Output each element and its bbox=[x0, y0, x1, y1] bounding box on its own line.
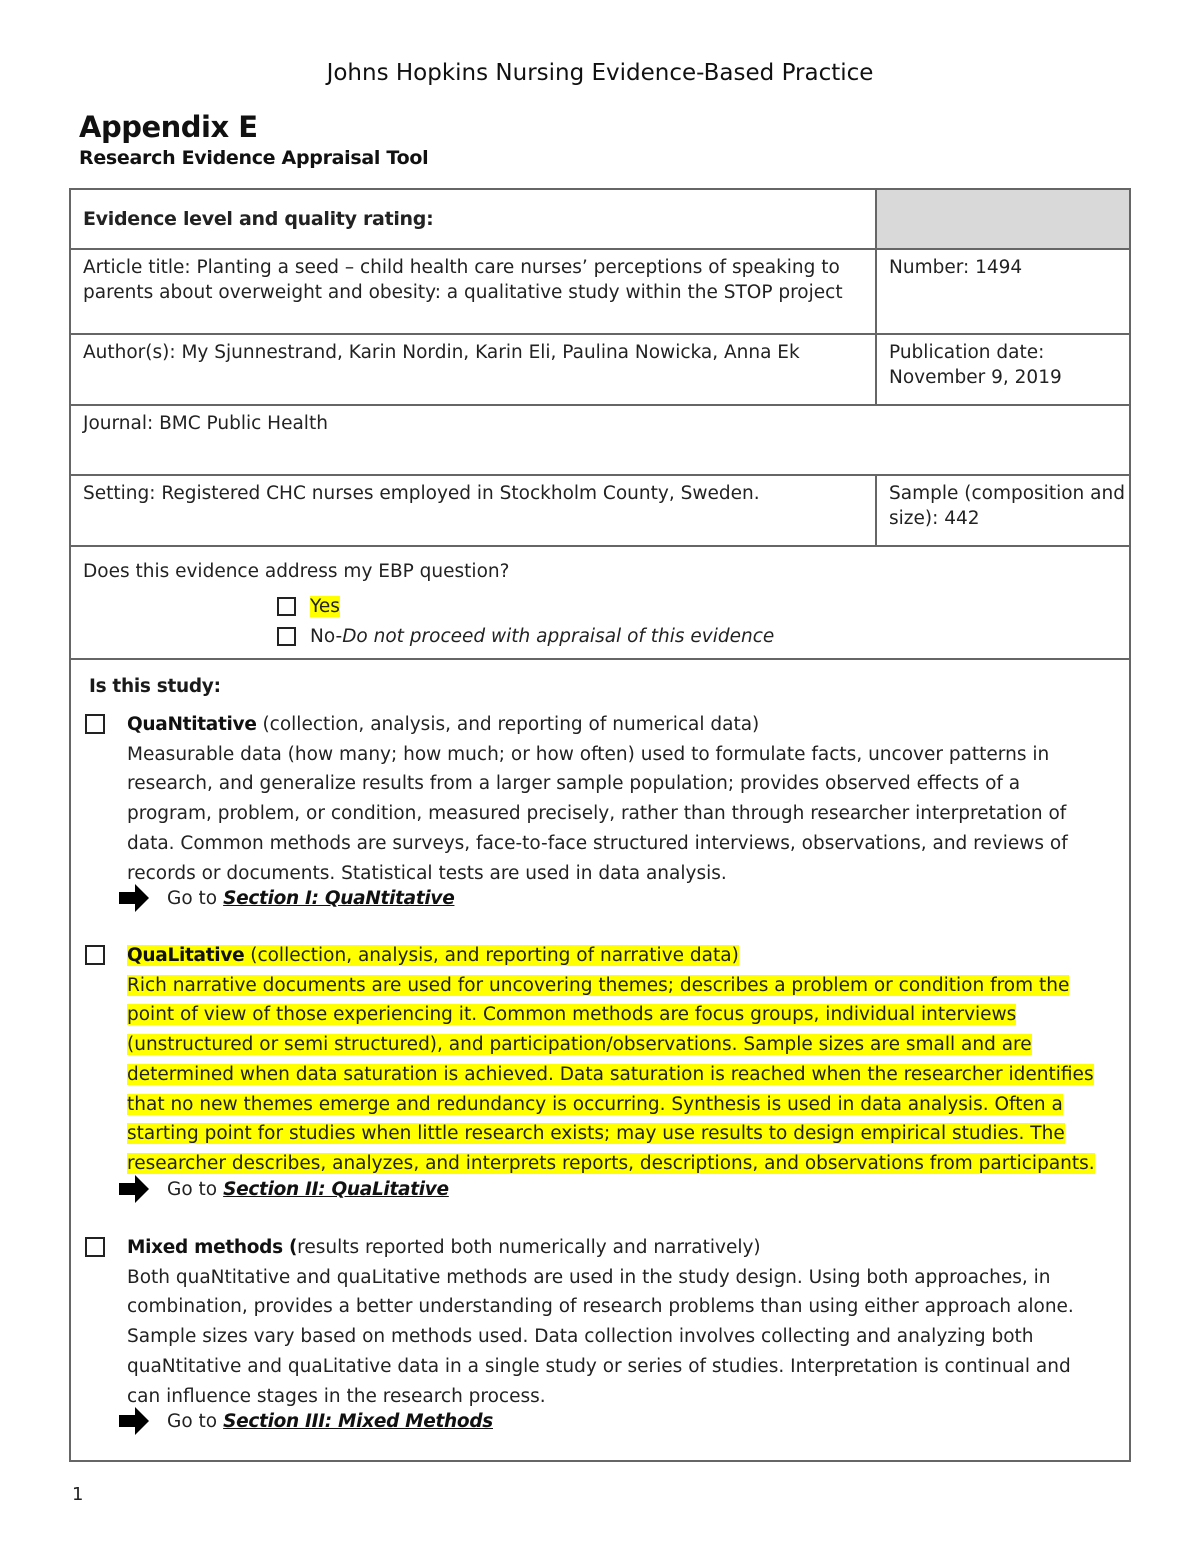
arrow-right-icon bbox=[117, 883, 151, 913]
page-number: 1 bbox=[72, 1484, 84, 1505]
description-line: research, and generalize results from a larger sample population; provides observed effects of a bbox=[127, 773, 1021, 795]
description-line: point of view of those experiencing it. Common methods are focus groups, individual interviews bbox=[127, 1004, 1017, 1026]
article-title-field[interactable] bbox=[71, 250, 877, 333]
description-line: Rich narrative documents are used for uncovering themes; describes a problem or condition from the bbox=[127, 974, 1070, 996]
authors-field[interactable]: Author(s): My Sjunnestrand, Karin Nordin, Karin Eli, Paulina Nowicka, Anna Ek bbox=[71, 335, 877, 404]
quantitative-subtitle: (collection, analysis, and reporting of numerical data) bbox=[256, 714, 760, 735]
setting-field[interactable]: Setting: Registered CHC nurses employed in Stockholm County, Sweden. bbox=[71, 476, 877, 545]
document-header: Johns Hopkins Nursing Evidence-Based Practice bbox=[326, 60, 874, 86]
no-option[interactable] bbox=[277, 626, 774, 647]
article-title-row bbox=[71, 250, 1129, 335]
evidence-level-field[interactable] bbox=[877, 190, 1129, 248]
setting-row bbox=[71, 476, 1129, 547]
goto-section-2[interactable] bbox=[117, 1174, 449, 1204]
qualitative-description bbox=[127, 941, 1117, 1179]
study-type-label: Is this study: bbox=[89, 676, 221, 697]
appraisal-form bbox=[69, 188, 1131, 1462]
sample-label: Sample (composition and bbox=[889, 483, 1125, 504]
sample-value: size): 442 bbox=[889, 508, 980, 529]
publication-date-value: November 9, 2019 bbox=[889, 367, 1062, 388]
section-3-link[interactable]: Section III: Mixed Methods bbox=[223, 1410, 493, 1432]
ebp-question-row bbox=[71, 547, 1129, 660]
arrow-right-icon bbox=[117, 1174, 151, 1204]
description-line: Both quaNtitative and quaLitative methods are used in the study design. Using both approaches, in bbox=[127, 1266, 1051, 1288]
goto-section-1[interactable] bbox=[117, 883, 454, 913]
number-field[interactable]: Number: 1494 bbox=[889, 257, 1023, 278]
sample-field[interactable] bbox=[877, 476, 1129, 545]
goto-prefix: Go to bbox=[167, 1178, 218, 1200]
arrow-right-icon bbox=[117, 1406, 151, 1436]
description-line: program, problem, or condition, measured precisely, rather than through researcher interpretation of bbox=[127, 803, 1067, 825]
evidence-level-row bbox=[71, 190, 1129, 250]
appendix-title: Appendix E bbox=[79, 110, 258, 144]
mixed-methods-subtitle: results reported both numerically and narratively) bbox=[297, 1237, 761, 1258]
description-line: Measurable data (how many; how much; or how often) used to formulate facts, uncover patterns in bbox=[127, 743, 1050, 765]
no-checkbox[interactable] bbox=[277, 627, 296, 646]
ebp-question: Does this evidence address my EBP question? bbox=[83, 561, 510, 582]
description-line: determined when data saturation is achieved. Data saturation is reached when the researcher identifies bbox=[127, 1063, 1094, 1085]
article-title-line: parents about overweight and obesity: a qualitative study within the STOP project bbox=[83, 282, 843, 303]
description-line: combination, provides a better understanding of research problems than using either approach alone. bbox=[127, 1296, 1074, 1318]
study-type-section bbox=[71, 660, 1129, 1460]
journal-row bbox=[71, 406, 1129, 476]
description-line: quaNtitative and quaLitative data in a single study or series of studies. Interpretation is continual and bbox=[127, 1355, 1071, 1377]
publication-date-label: Publication date: bbox=[889, 342, 1045, 363]
description-line: researcher describes, analyzes, and interprets reports, descriptions, and observations from participants. bbox=[127, 1152, 1095, 1174]
tool-title: Research Evidence Appraisal Tool bbox=[79, 147, 429, 169]
publication-date-field[interactable] bbox=[877, 335, 1129, 404]
qualitative-title: QuaLitative bbox=[127, 945, 245, 966]
description-line: (unstructured or semi structured), and participation/observations. Sample sizes are small and are bbox=[127, 1034, 1032, 1056]
goto-prefix: Go to bbox=[167, 1410, 218, 1432]
section-2-link[interactable]: Section II: QuaLitative bbox=[223, 1178, 449, 1200]
description-line: can influence stages in the research process. bbox=[127, 1385, 546, 1407]
quantitative-title: QuaNtitative bbox=[127, 714, 257, 735]
qualitative-subtitle: (collection, analysis, and reporting of narrative data) bbox=[244, 945, 739, 966]
journal-field[interactable]: Journal: BMC Public Health bbox=[83, 413, 328, 434]
mixed-methods-title: Mixed methods ( bbox=[127, 1237, 298, 1258]
mixed-methods-checkbox[interactable] bbox=[85, 1237, 105, 1257]
article-title-line: Article title: Planting a seed – child health care nurses’ perceptions of speaking to bbox=[83, 257, 840, 278]
mixed-methods-description bbox=[127, 1233, 1117, 1411]
no-label-prefix: No- bbox=[310, 626, 343, 647]
yes-checkbox[interactable] bbox=[277, 597, 296, 616]
description-line: Sample sizes vary based on methods used. Data collection involves collecting and analyzing both bbox=[127, 1326, 1034, 1348]
goto-section-3[interactable] bbox=[117, 1406, 493, 1436]
section-1-link[interactable]: Section I: QuaNtitative bbox=[223, 887, 455, 909]
authors-row bbox=[71, 335, 1129, 406]
qualitative-checkbox[interactable] bbox=[85, 945, 105, 965]
quantitative-description bbox=[127, 710, 1117, 888]
quantitative-checkbox[interactable] bbox=[85, 714, 105, 734]
description-line: records or documents. Statistical tests are used in data analysis. bbox=[127, 862, 727, 884]
description-line: that no new themes emerge and redundancy is occurring. Synthesis is used in data analysis. Often a bbox=[127, 1093, 1063, 1115]
no-label-text: Do not proceed with appraisal of this evidence bbox=[342, 626, 775, 647]
description-line: data. Common methods are surveys, face-to-face structured interviews, observations, and reviews of bbox=[127, 832, 1068, 854]
description-line: starting point for studies when little research exists; may use results to design empirical studies. The bbox=[127, 1123, 1065, 1145]
yes-label: Yes bbox=[310, 596, 340, 617]
yes-option[interactable] bbox=[277, 596, 340, 617]
goto-prefix: Go to bbox=[167, 887, 218, 909]
evidence-level-label: Evidence level and quality rating: bbox=[71, 190, 877, 248]
